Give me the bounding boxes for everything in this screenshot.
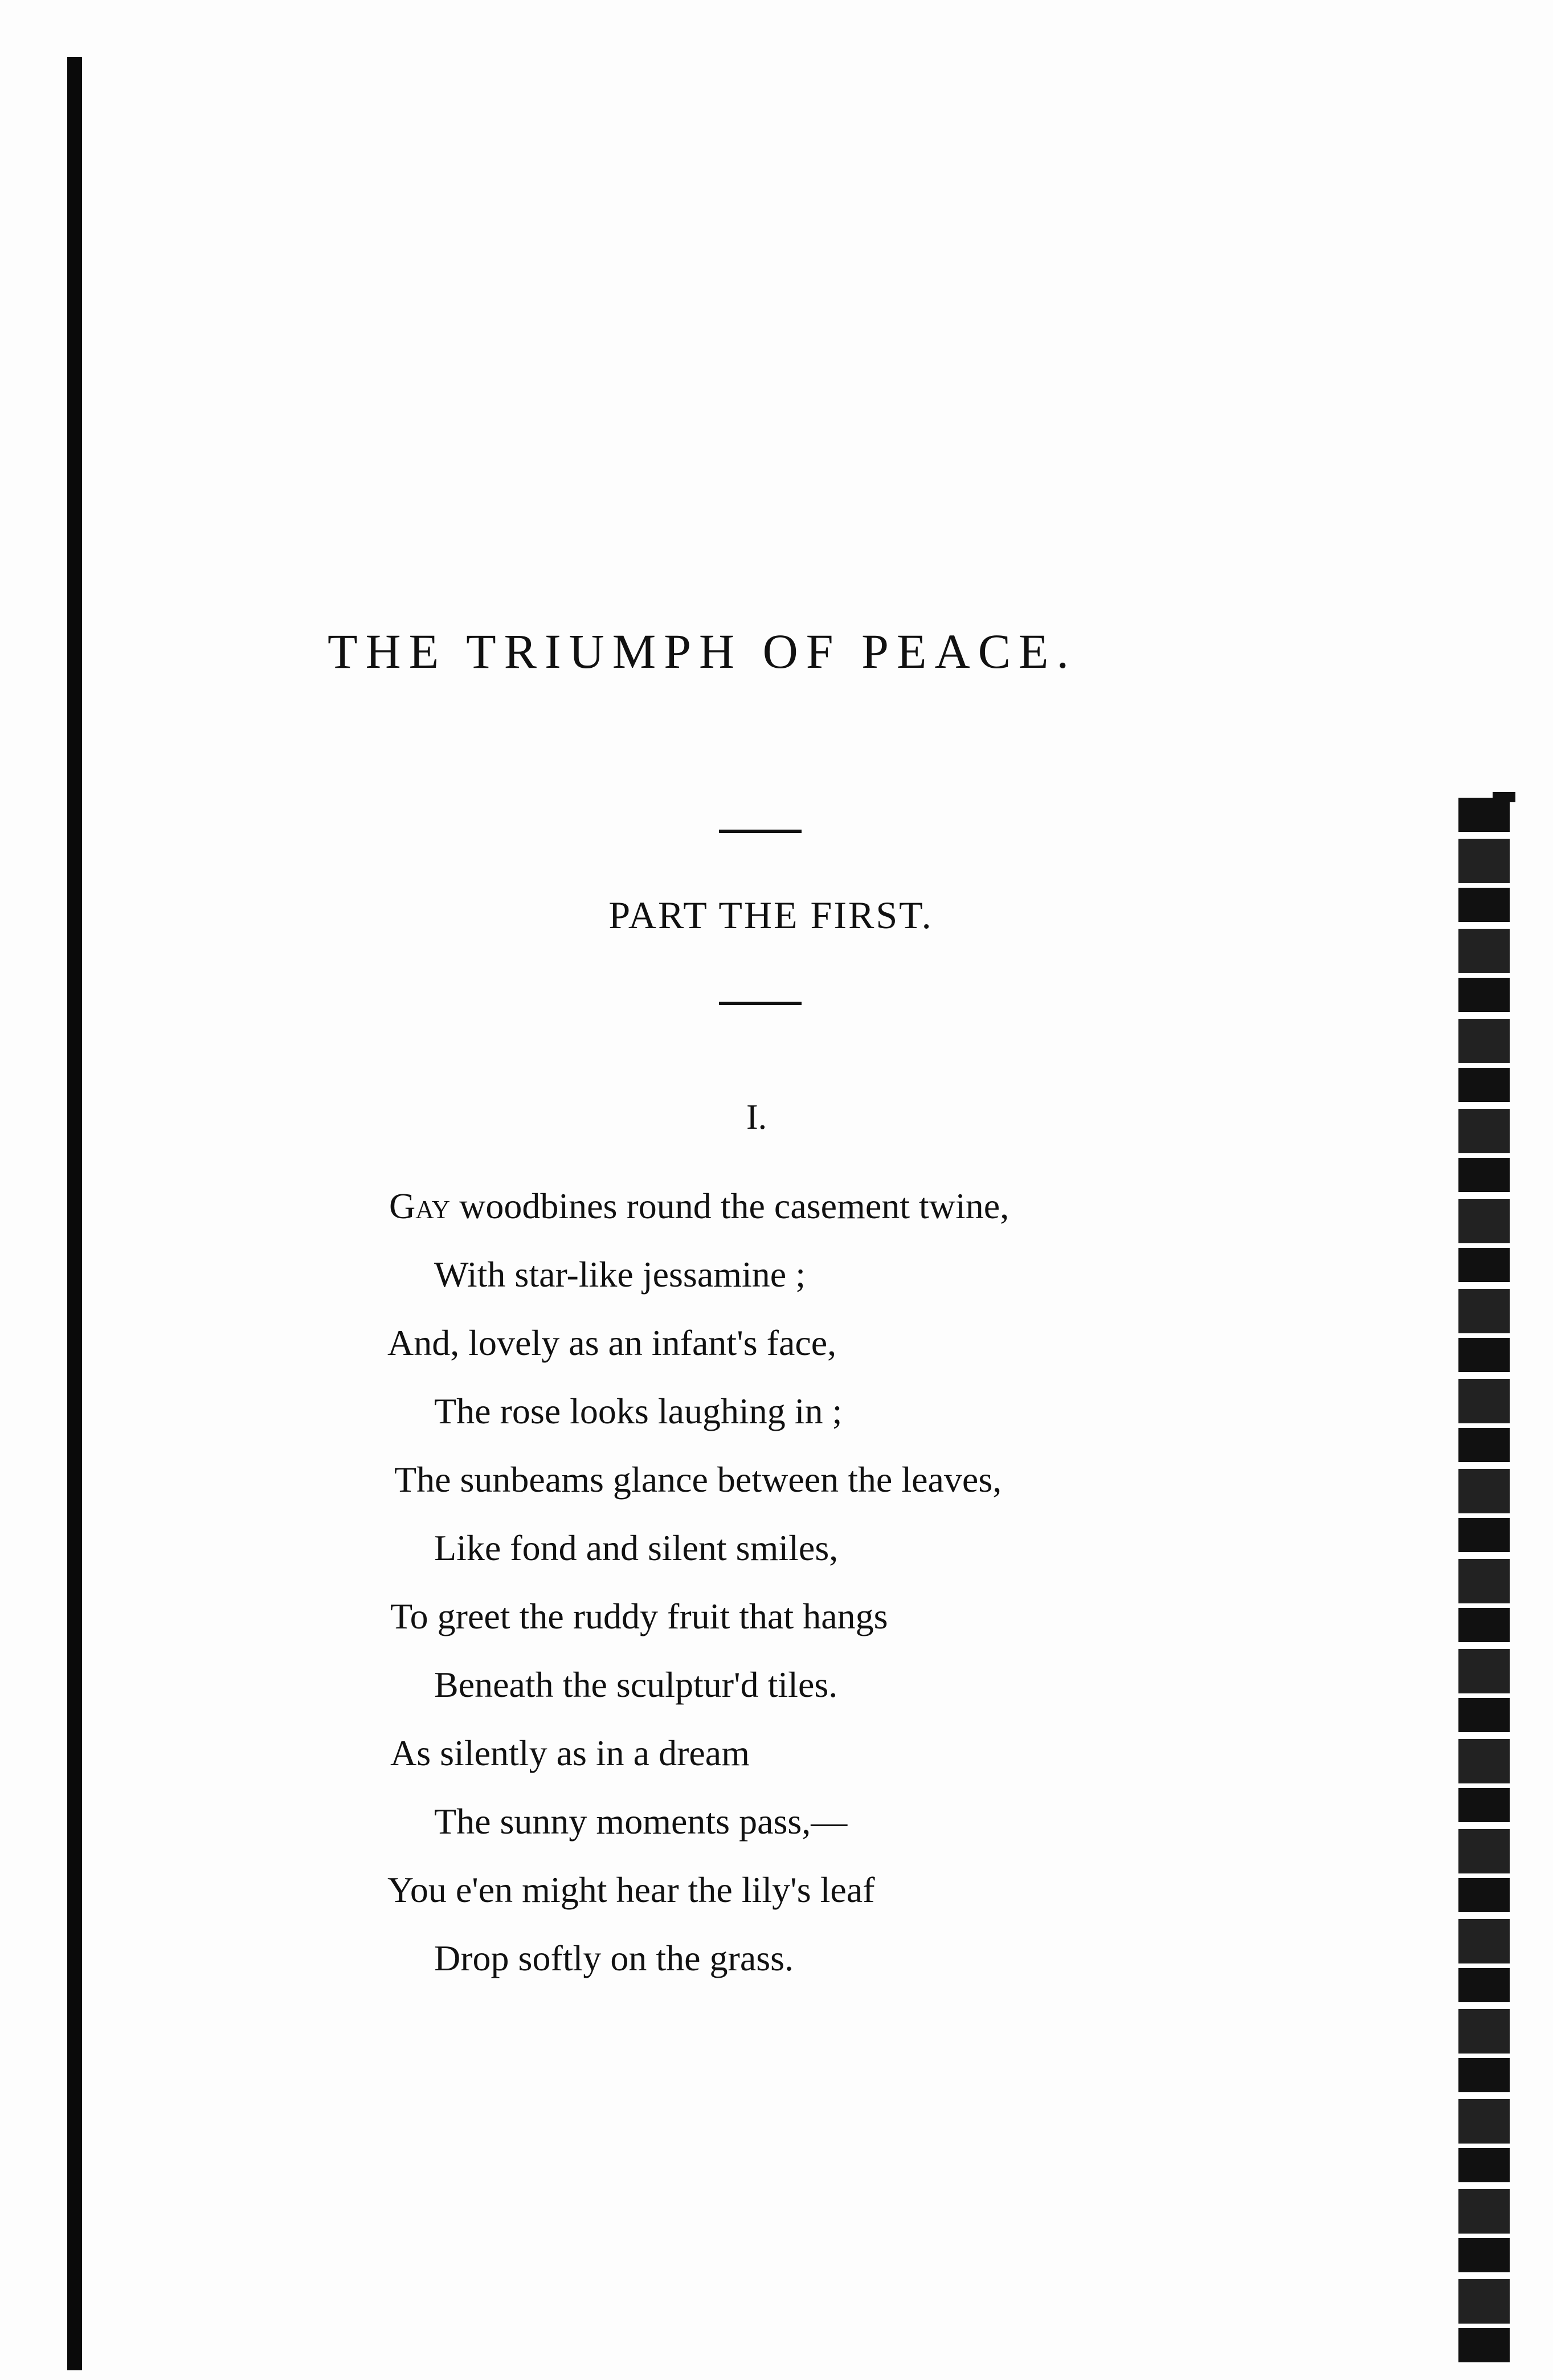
poem-line-9: As silently as in a dream	[390, 1733, 750, 1773]
title-divider-bottom	[719, 1002, 802, 1005]
poem-line-10: The sunny moments pass,—	[434, 1801, 848, 1842]
part-heading-text: PART THE FIRST.	[608, 893, 933, 937]
poem-line-1-text: woodbines round the casement twine,	[450, 1186, 1010, 1226]
scan-edge-strip	[1458, 798, 1510, 2365]
poem-title: THE TRIUMPH OF PEACE.	[328, 624, 1077, 679]
poem-line-11: You e'en might hear the lily's leaf	[387, 1869, 875, 1910]
part-heading	[0, 893, 1553, 937]
drop-word: Gay	[389, 1186, 451, 1226]
gutter-rule	[67, 57, 82, 2370]
poem-line-2: With star-like jessamine ;	[434, 1254, 806, 1295]
poem-line-7: To greet the ruddy fruit that hangs	[390, 1596, 888, 1636]
poem-line-8: Beneath the sculptur'd tiles.	[434, 1664, 838, 1705]
poem-line-1	[389, 1188, 1009, 1224]
poem-line-4: The rose looks laughing in ;	[434, 1391, 843, 1431]
poem-line-3: And, lovely as an infant's face,	[387, 1322, 837, 1363]
poem-line-5: The sunbeams glance between the leaves,	[394, 1459, 1002, 1500]
poem-line-6: Like fond and silent smiles,	[434, 1528, 839, 1568]
section-number: I.	[746, 1098, 767, 1137]
title-divider-top	[719, 830, 802, 833]
poem-line-12: Drop softly on the grass.	[434, 1938, 794, 1978]
